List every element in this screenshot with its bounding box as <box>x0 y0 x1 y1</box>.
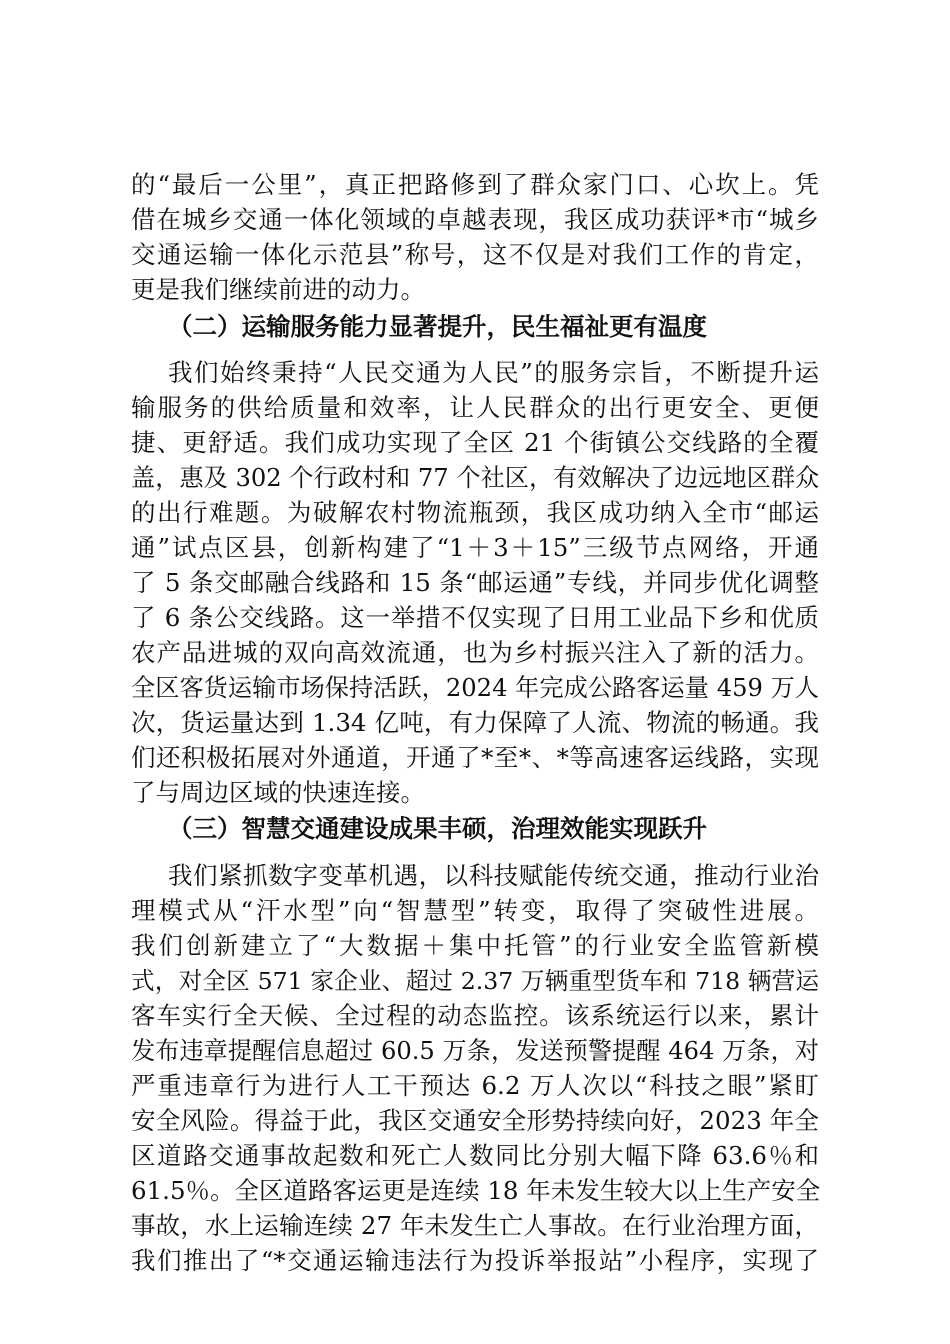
paragraph-line: 了与周边区域的快速连接。 <box>131 778 425 807</box>
paragraph-line: 输服务的供给质量和效率，让人民群众的出行更安全、更便 <box>131 393 819 422</box>
paragraph-line: 了 5 条交邮融合线路和 15 条“邮运通”专线，并同步优化调整 <box>131 568 819 597</box>
paragraph-line: 全区客货运输市场保持活跃，2024 年完成公路客运量 459 万人 <box>131 674 819 702</box>
paragraph-line: 盖，惠及 302 个行政村和 77 个社区，有效解决了边远地区群众 <box>131 464 820 492</box>
paragraph-line: 农产品进城的双向高效流通，也为乡村振兴注入了新的活力。 <box>131 638 819 667</box>
paragraph-line: 严重违章行为进行人工干预达 6.2 万人次以“科技之眼”紧盯 <box>131 1071 819 1100</box>
section-heading-3: （三）智慧交通建设成果丰硕，治理效能实现跃升 <box>168 814 707 843</box>
paragraph-line: 理模式从“汗水型”向“智慧型”转变，取得了突破性进展。 <box>131 896 819 925</box>
paragraph-line: 更是我们继续前进的动力。 <box>131 275 425 304</box>
paragraph-line: 捷、更舒适。我们成功实现了全区 21 个街镇公交线路的全覆 <box>131 428 819 457</box>
paragraph-line: 交通运输一体化示范县”称号，这不仅是对我们工作的肯定， <box>131 240 819 269</box>
paragraph-line: 的出行难题。为破解农村物流瓶颈，我区成功纳入全市“邮运 <box>131 498 819 527</box>
paragraph-line: 次，货运量达到 1.34 亿吨，有力保障了人流、物流的畅通。我 <box>131 708 819 737</box>
paragraph-line: 事故，水上运输连续 27 年未发生亡人事故。在行业治理方面， <box>131 1211 819 1240</box>
paragraph-line: 我们推出了“*交通运输违法行为投诉举报站”小程序，实现了 <box>131 1246 819 1275</box>
paragraph-line: 发布违章提醒信息超过 60.5 万条，发送预警提醒 464 万条，对 <box>131 1037 819 1065</box>
paragraph-line: 安全风险。得益于此，我区交通安全形势持续向好，2023 年全 <box>131 1106 819 1135</box>
paragraph-line: 借在城乡交通一体化领域的卓越表现，我区成功获评*市“城乡 <box>131 205 819 234</box>
paragraph-line: 61.5％。全区道路客运更是连续 18 年未发生较大以上生产安全 <box>131 1176 821 1205</box>
paragraph-line: 区道路交通事故起数和死亡人数同比分别大幅下降 63.6％和 <box>131 1141 819 1170</box>
paragraph-line: 了 6 条公交线路。这一举措不仅实现了日用工业品下乡和优质 <box>131 603 819 632</box>
paragraph-line: 我们始终秉持“人民交通为人民”的服务宗旨，不断提升运 <box>168 358 819 387</box>
paragraph-line: 们还积极拓展对外通道，开通了*至*、*等高速客运线路，实现 <box>131 743 819 772</box>
paragraph-line: 我们紧抓数字变革机遇，以科技赋能传统交通，推动行业治 <box>168 861 819 890</box>
paragraph-line: 我们创新建立了“大数据＋集中托管”的行业安全监管新模 <box>131 931 819 960</box>
paragraph-line: 通”试点区县，创新构建了“1＋3＋15”三级节点网络，开通 <box>131 533 819 562</box>
section-heading-2: （二）运输服务能力显著提升，民生福祉更有温度 <box>168 312 707 341</box>
paragraph-line: 的“最后一公里”，真正把路修到了群众家门口、心坎上。凭 <box>131 170 819 199</box>
paragraph-line: 式，对全区 571 家企业、超过 2.37 万辆重型货车和 718 辆营运 <box>131 967 819 995</box>
paragraph-line: 客车实行全天候、全过程的动态监控。该系统运行以来，累计 <box>131 1001 819 1030</box>
